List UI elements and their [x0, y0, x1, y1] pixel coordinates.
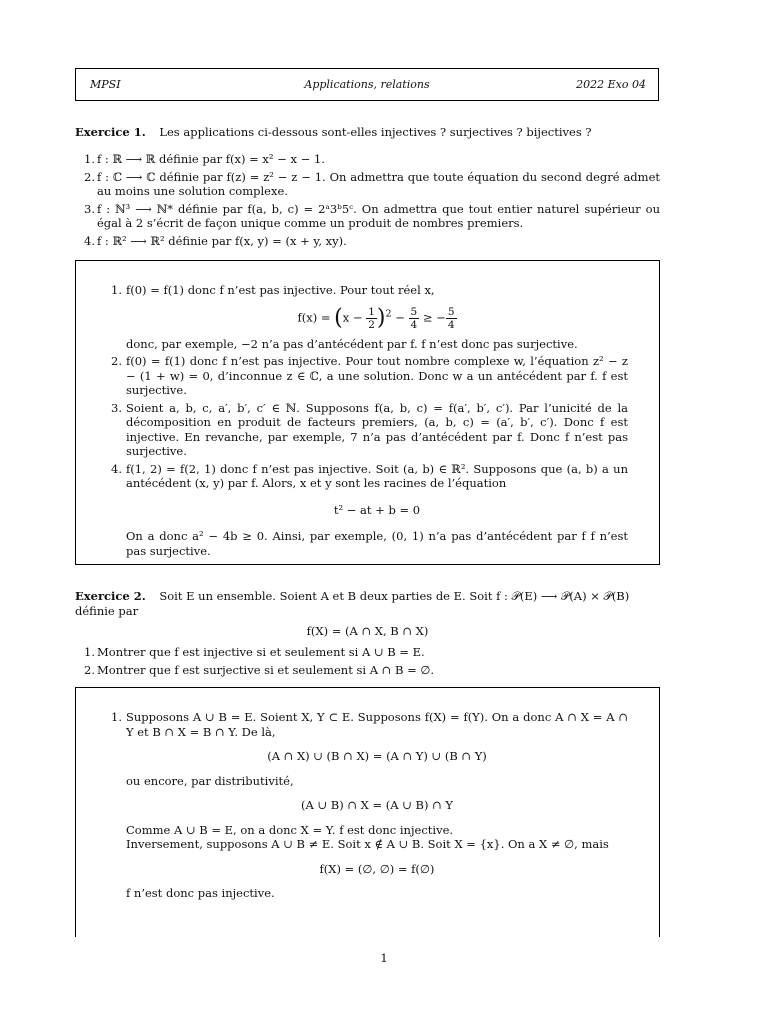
exercise-1-item: 3. f : ℕ³ ⟶ ℕ* définie par f(a, b, c) = 2ᵃ3ᵇ5ᶜ. On admettra que tout entier naturel supérieur ou égal à 2 s’écrit de façon unique comme un produit de nombres premiers. — [84, 201, 660, 230]
exercise-2-item: 2. Montrer que f est surjective si et seulement si A ∩ B = ∅. — [84, 662, 435, 677]
solution-1-item: 4. f(1, 2) = f(2, 1) donc f n’est pas injective. Soit (a, b) ∈ ℝ². Supposons que (a, b) a un antécédent (x, y) par f. Alors, x et y sont les racines de l’équation t² − at + b = 0 On a donc a² − 4b ≥ 0. Ainsi, par exemple, (0, 1) n’a pas d’antécédent par f f n’est pas surjective. — [111, 461, 628, 558]
exercise-2-intro: Soit E un ensemble. Soient A et B deux parties de E. Soit f : 𝒫(E) ⟶ 𝒫(A) × 𝒫(B) définie par — [75, 589, 630, 618]
solution-1-item: 2. f(0) = f(1) donc f n’est pas injective. Pour tout nombre complexe w, l’équation z² − z − (1 + w) = 0, d’inconnue z ∈ ℂ, a une solution. Donc w a un antécédent par f. f est surjective. — [111, 354, 628, 397]
solution-2-box — [75, 687, 660, 937]
solution-1-item: 3. Soient a, b, c, a′, b′, c′ ∈ ℕ. Supposons f(a, b, c) = f(a′, b′, c′). Par l’unicité de la décomposition en produit de facteurs premiers, (a, b, c) = (a′, b′, c′). Donc f est injective. En revanche, par exemple, 7 n’a pas d’antécédent par f. Donc f n’est pas surjective. — [111, 400, 628, 458]
solution-2-final: f n’est donc pas injective. — [126, 886, 275, 900]
solution-2-converse: Inversement, supposons A ∪ B ≠ E. Soit x ∉ A ∪ B. Soit X = {x}. On a X ≠ ∅, mais — [126, 837, 609, 851]
exercise-1-intro: Les applications ci-dessous sont-elles injectives ? surjectives ? bijectives ? — [159, 125, 592, 139]
exercise-2-statement — [75, 589, 660, 639]
solution-1-equation: f(x) = (x − $\frac{1}{2}$ )$^2$ − $\frac{5}{4}$ ≥ − $\frac{5}{4}$ — [297, 304, 455, 331]
page-header — [75, 68, 659, 101]
exercise-1-item: 1. f : ℝ ⟶ ℝ définie par f(x) = x² − x − 1. — [84, 152, 325, 166]
solution-1-quadratic: t² − at + b = 0 — [333, 502, 421, 517]
solution-1-list — [106, 283, 628, 561]
solution-2-equation-2: (A ∪ B) ∩ X = (A ∪ B) ∩ Y — [301, 798, 453, 812]
exercise-1-statement — [75, 125, 660, 140]
header-title: Applications, relations — [304, 78, 430, 91]
exercise-1-title: Exercice 1. — [75, 125, 146, 139]
exercise-2-title: Exercice 2. — [75, 589, 146, 603]
exercise-1-list — [75, 152, 660, 251]
exercise-1-item: 2. f : ℂ ⟶ ℂ définie par f(z) = z² − z − 1. On admettra que toute équation du second degré admet au moins une solution complexe. — [84, 169, 660, 198]
exercise-2-list — [75, 645, 660, 680]
solution-1-item: 1. f(0) = f(1) donc f n’est pas injective. Pour tout réel x, f(x) = (x − $\frac{1}{2}$ )$^2$ − $\frac{5}{4}$ ≥ − $\frac{5}{4}$ donc, par exemple, −2 n’a pas d’antécédent par f. f n’est donc pas surjective. — [106, 283, 628, 351]
solution-2-conclusion: Comme A ∪ B = E, on a donc X = Y. f est donc injective. — [126, 822, 454, 837]
header-course: MPSI — [90, 78, 121, 91]
page-number: 1 — [380, 951, 388, 965]
solution-2-equation-1: (A ∩ X) ∪ (B ∩ X) = (A ∩ Y) ∪ (B ∩ Y) — [267, 749, 487, 763]
solution-2-list — [106, 710, 628, 904]
solution-2-item: 1. Supposons A ∪ B = E. Soient X, Y ⊂ E. Supposons f(X) = f(Y). On a donc A ∩ X = A ∩ Y et B ∩ X = B ∩ Y. De là, (A ∩ X) ∪ (B ∩ X) = (A ∩ Y) ∪ (B ∩ Y) ou encore, par distributivité, (A ∪ B) ∩ X = (A ∪ B) ∩ Y Comme A ∪ B = E, on a donc X = Y. f est donc injective. Inversement, supposons A ∪ B ≠ E. Soit x ∉ A ∪ B. Soit X = {x}. On a X ≠ ∅, mais f(X) = (∅, ∅) = f(∅) f n’est donc pas injective. — [111, 710, 628, 900]
exercise-1-item: 4. f : ℝ² ⟶ ℝ² définie par f(x, y) = (x + y, xy). — [84, 233, 347, 248]
header-exercise-id: 2022 Exo 04 — [576, 78, 646, 91]
exercise-2-equation: f(X) = (A ∩ X, B ∩ X) — [306, 624, 429, 638]
exercise-2-item: 1. Montrer que f est injective si et seulement si A ∪ B = E. — [84, 645, 425, 659]
solution-2-equation-3: f(X) = (∅, ∅) = f(∅) — [319, 861, 435, 876]
solution-1-box — [75, 260, 660, 565]
